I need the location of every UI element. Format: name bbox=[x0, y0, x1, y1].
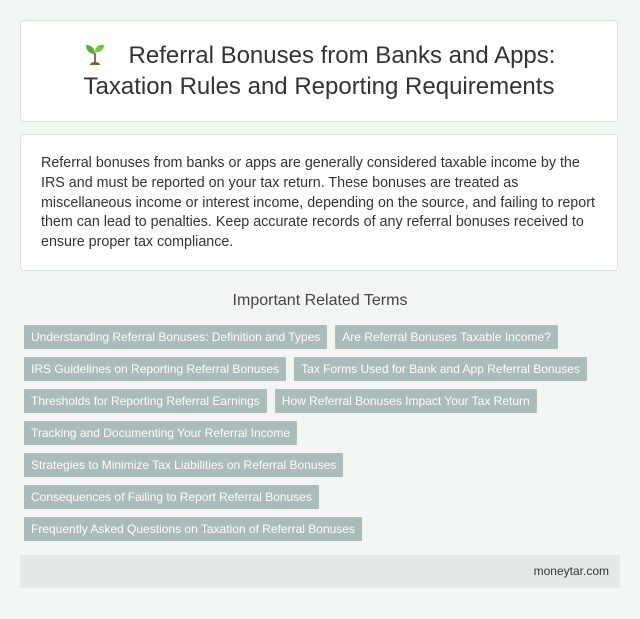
related-terms-list bbox=[24, 325, 624, 549]
footer-site-link[interactable]: moneytar.com bbox=[533, 564, 609, 578]
term-tag[interactable]: IRS Guidelines on Reporting Referral Bonuses bbox=[24, 357, 286, 381]
title-line-2: Taxation Rules and Reporting Requirements bbox=[83, 73, 555, 100]
related-terms-heading: Important Related Terms bbox=[232, 292, 408, 309]
term-row bbox=[24, 453, 624, 485]
term-tag[interactable]: Tracking and Documenting Your Referral Income bbox=[24, 421, 297, 445]
term-tag[interactable]: Tax Forms Used for Bank and App Referral Bonuses bbox=[294, 357, 587, 381]
sprout-icon bbox=[83, 42, 107, 66]
term-row bbox=[24, 517, 624, 549]
term-row bbox=[24, 421, 624, 453]
term-row bbox=[24, 325, 624, 357]
term-tag[interactable]: How Referral Bonuses Impact Your Tax Return bbox=[275, 389, 537, 413]
term-row bbox=[24, 357, 624, 389]
term-row bbox=[24, 389, 624, 421]
term-tag[interactable]: Understanding Referral Bonuses: Definition and Types bbox=[24, 325, 327, 349]
term-tag[interactable]: Strategies to Minimize Tax Liabilities on Referral Bonuses bbox=[24, 453, 343, 477]
term-tag[interactable]: Are Referral Bonuses Taxable Income? bbox=[335, 325, 558, 349]
term-tag[interactable]: Frequently Asked Questions on Taxation of Referral Bonuses bbox=[24, 517, 362, 541]
summary-text: Referral bonuses from banks or apps are generally considered taxable income by the IRS and must be reported on your tax return. These bonuses are treated as miscellaneous income or interest income, depending on the source, and failing to report them can lead to penalties. Keep accurate records of any referral bonuses received to ensure proper tax compliance. bbox=[41, 155, 595, 251]
term-tag[interactable]: Thresholds for Reporting Referral Earnings bbox=[24, 389, 267, 413]
footer bbox=[20, 555, 620, 588]
term-row bbox=[24, 485, 624, 517]
page-title bbox=[83, 40, 556, 102]
title-line-1: Referral Bonuses from Banks and Apps: bbox=[128, 42, 556, 69]
summary-card bbox=[20, 134, 618, 271]
title-card bbox=[20, 20, 618, 122]
term-tag[interactable]: Consequences of Failing to Report Referral Bonuses bbox=[24, 485, 319, 509]
